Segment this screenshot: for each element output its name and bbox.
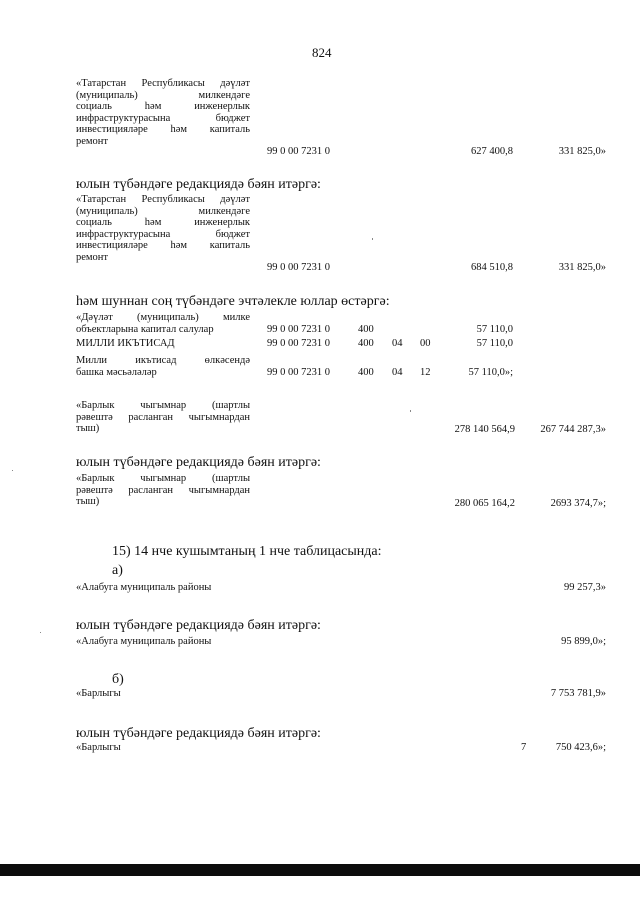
add-row-1-code: 99 0 00 7231 0	[267, 324, 330, 335]
add-row-3-value: 57 110,0»;	[468, 367, 513, 378]
add-row-2-col-c: 00	[420, 338, 431, 349]
block2-value1: 684 510,8	[471, 262, 513, 273]
edit-instruction-3: юлын түбәндәге редакциядә бәян итәргә:	[76, 618, 321, 633]
block1-line: (муниципаль) милкендәге	[76, 89, 250, 101]
add-row-1-label	[76, 312, 250, 335]
row-a1-label: «Алабуга муниципаль районы	[76, 582, 212, 593]
page-number: 824	[312, 45, 332, 60]
row-a2-value: 95 899,0»;	[561, 636, 606, 647]
row-a1-value: 99 257,3»	[564, 582, 606, 593]
add-row-2-col-a: 400	[358, 338, 374, 349]
edit-instruction-2: юлын түбәндәге редакциядә бәян итәргә:	[76, 455, 321, 470]
block1-value2: 331 825,0»	[558, 146, 606, 157]
block2-line: социаль һәм инженерлык	[76, 217, 250, 229]
edit-instruction-4: юлын түбәндәге редакциядә бәян итәргә:	[76, 726, 321, 741]
scan-speck	[410, 410, 411, 412]
block1-line: ремонт	[76, 135, 109, 147]
block4-value1: 280 065 164,2	[454, 498, 515, 509]
block3-line: рәвештә расланган чыгымнардан	[76, 411, 250, 423]
add-row-3-col-c: 12	[420, 367, 431, 378]
block1-label	[76, 78, 250, 148]
block4-line: рәвештә расланган чыгымнардан	[76, 484, 250, 496]
block4-value2: 2693 374,7»;	[550, 498, 606, 509]
subitem-a: а)	[112, 563, 123, 578]
add-row-3-code: 99 0 00 7231 0	[267, 367, 330, 378]
scan-speck	[12, 470, 13, 471]
block4-label	[76, 473, 250, 508]
row-a2-label: «Алабуга муниципаль районы	[76, 636, 212, 647]
block1-line: инвестицияләре һәм капиталь	[76, 124, 250, 136]
block4-line: «Барлык чыгымнар (шартлы	[76, 473, 250, 484]
block2-value2: 331 825,0»	[558, 262, 606, 273]
edit-instruction: юлын түбәндәге редакциядә бәян итәргә:	[76, 177, 321, 192]
row-b2-value-a: 7	[521, 742, 527, 753]
add-row-2-code: 99 0 00 7231 0	[267, 338, 330, 349]
add-row-3-label	[76, 355, 250, 378]
block3-line: тыш)	[76, 423, 100, 435]
block2-label	[76, 194, 250, 264]
add-row-1-value: 57 110,0	[476, 324, 513, 335]
block2-line: инвестицияләре һәм капиталь	[76, 240, 250, 252]
add-row-3-col-a: 400	[358, 367, 374, 378]
row-b2-label: «Барлыгы	[76, 742, 121, 753]
block2-line: (муниципаль) милкендәге	[76, 205, 250, 217]
add-row-2-value: 57 110,0	[476, 338, 513, 349]
add-instruction: һәм шуннан соң түбәндәге эчтәлекле юллар өстәргә:	[76, 294, 390, 309]
row-b1-label: «Барлыгы	[76, 688, 121, 699]
add-row-line: Милли икътисад өлкәсендә	[76, 355, 250, 366]
row-b2-value-b: 750 423,6»;	[555, 742, 606, 753]
row-b1-value: 7 753 781,9»	[550, 688, 606, 699]
scan-speck	[40, 632, 41, 633]
add-row-2-label: МИЛЛИ ИКЪТИСАД	[76, 338, 175, 349]
add-row-line: объектларына капитал салулар	[76, 323, 214, 335]
block1-line: инфраструктурасына бюджет	[76, 112, 250, 124]
block3-label	[76, 400, 250, 435]
block2-line: инфраструктурасына бюджет	[76, 228, 250, 240]
block1-value1: 627 400,8	[471, 146, 513, 157]
block2-line: «Татарстан Республикасы дәүләт	[76, 194, 250, 205]
add-row-1-col-a: 400	[358, 324, 374, 335]
add-row-2-col-b: 04	[392, 338, 403, 349]
block1-line: «Татарстан Республикасы дәүләт	[76, 78, 250, 89]
scan-bottom-edge	[0, 864, 640, 876]
block1-code: 99 0 00 7231 0	[267, 146, 330, 157]
add-row-line: башка мәсьәләләр	[76, 366, 157, 378]
add-row-line: «Дәүләт (муниципаль) милке	[76, 312, 250, 323]
block3-line: «Барлык чыгымнар (шартлы	[76, 400, 250, 411]
item-15-heading: 15) 14 нче кушымтаның 1 нче таблицасында:	[112, 544, 382, 559]
block2-code: 99 0 00 7231 0	[267, 262, 330, 273]
block3-value2: 267 744 287,3»	[540, 424, 606, 435]
block3-value1: 278 140 564,9	[454, 424, 515, 435]
block4-line: тыш)	[76, 496, 100, 508]
block2-line: ремонт	[76, 251, 109, 263]
subitem-b: б)	[112, 672, 124, 687]
add-row-3-col-b: 04	[392, 367, 403, 378]
scan-speck	[372, 238, 373, 240]
block1-line: социаль һәм инженерлык	[76, 101, 250, 113]
